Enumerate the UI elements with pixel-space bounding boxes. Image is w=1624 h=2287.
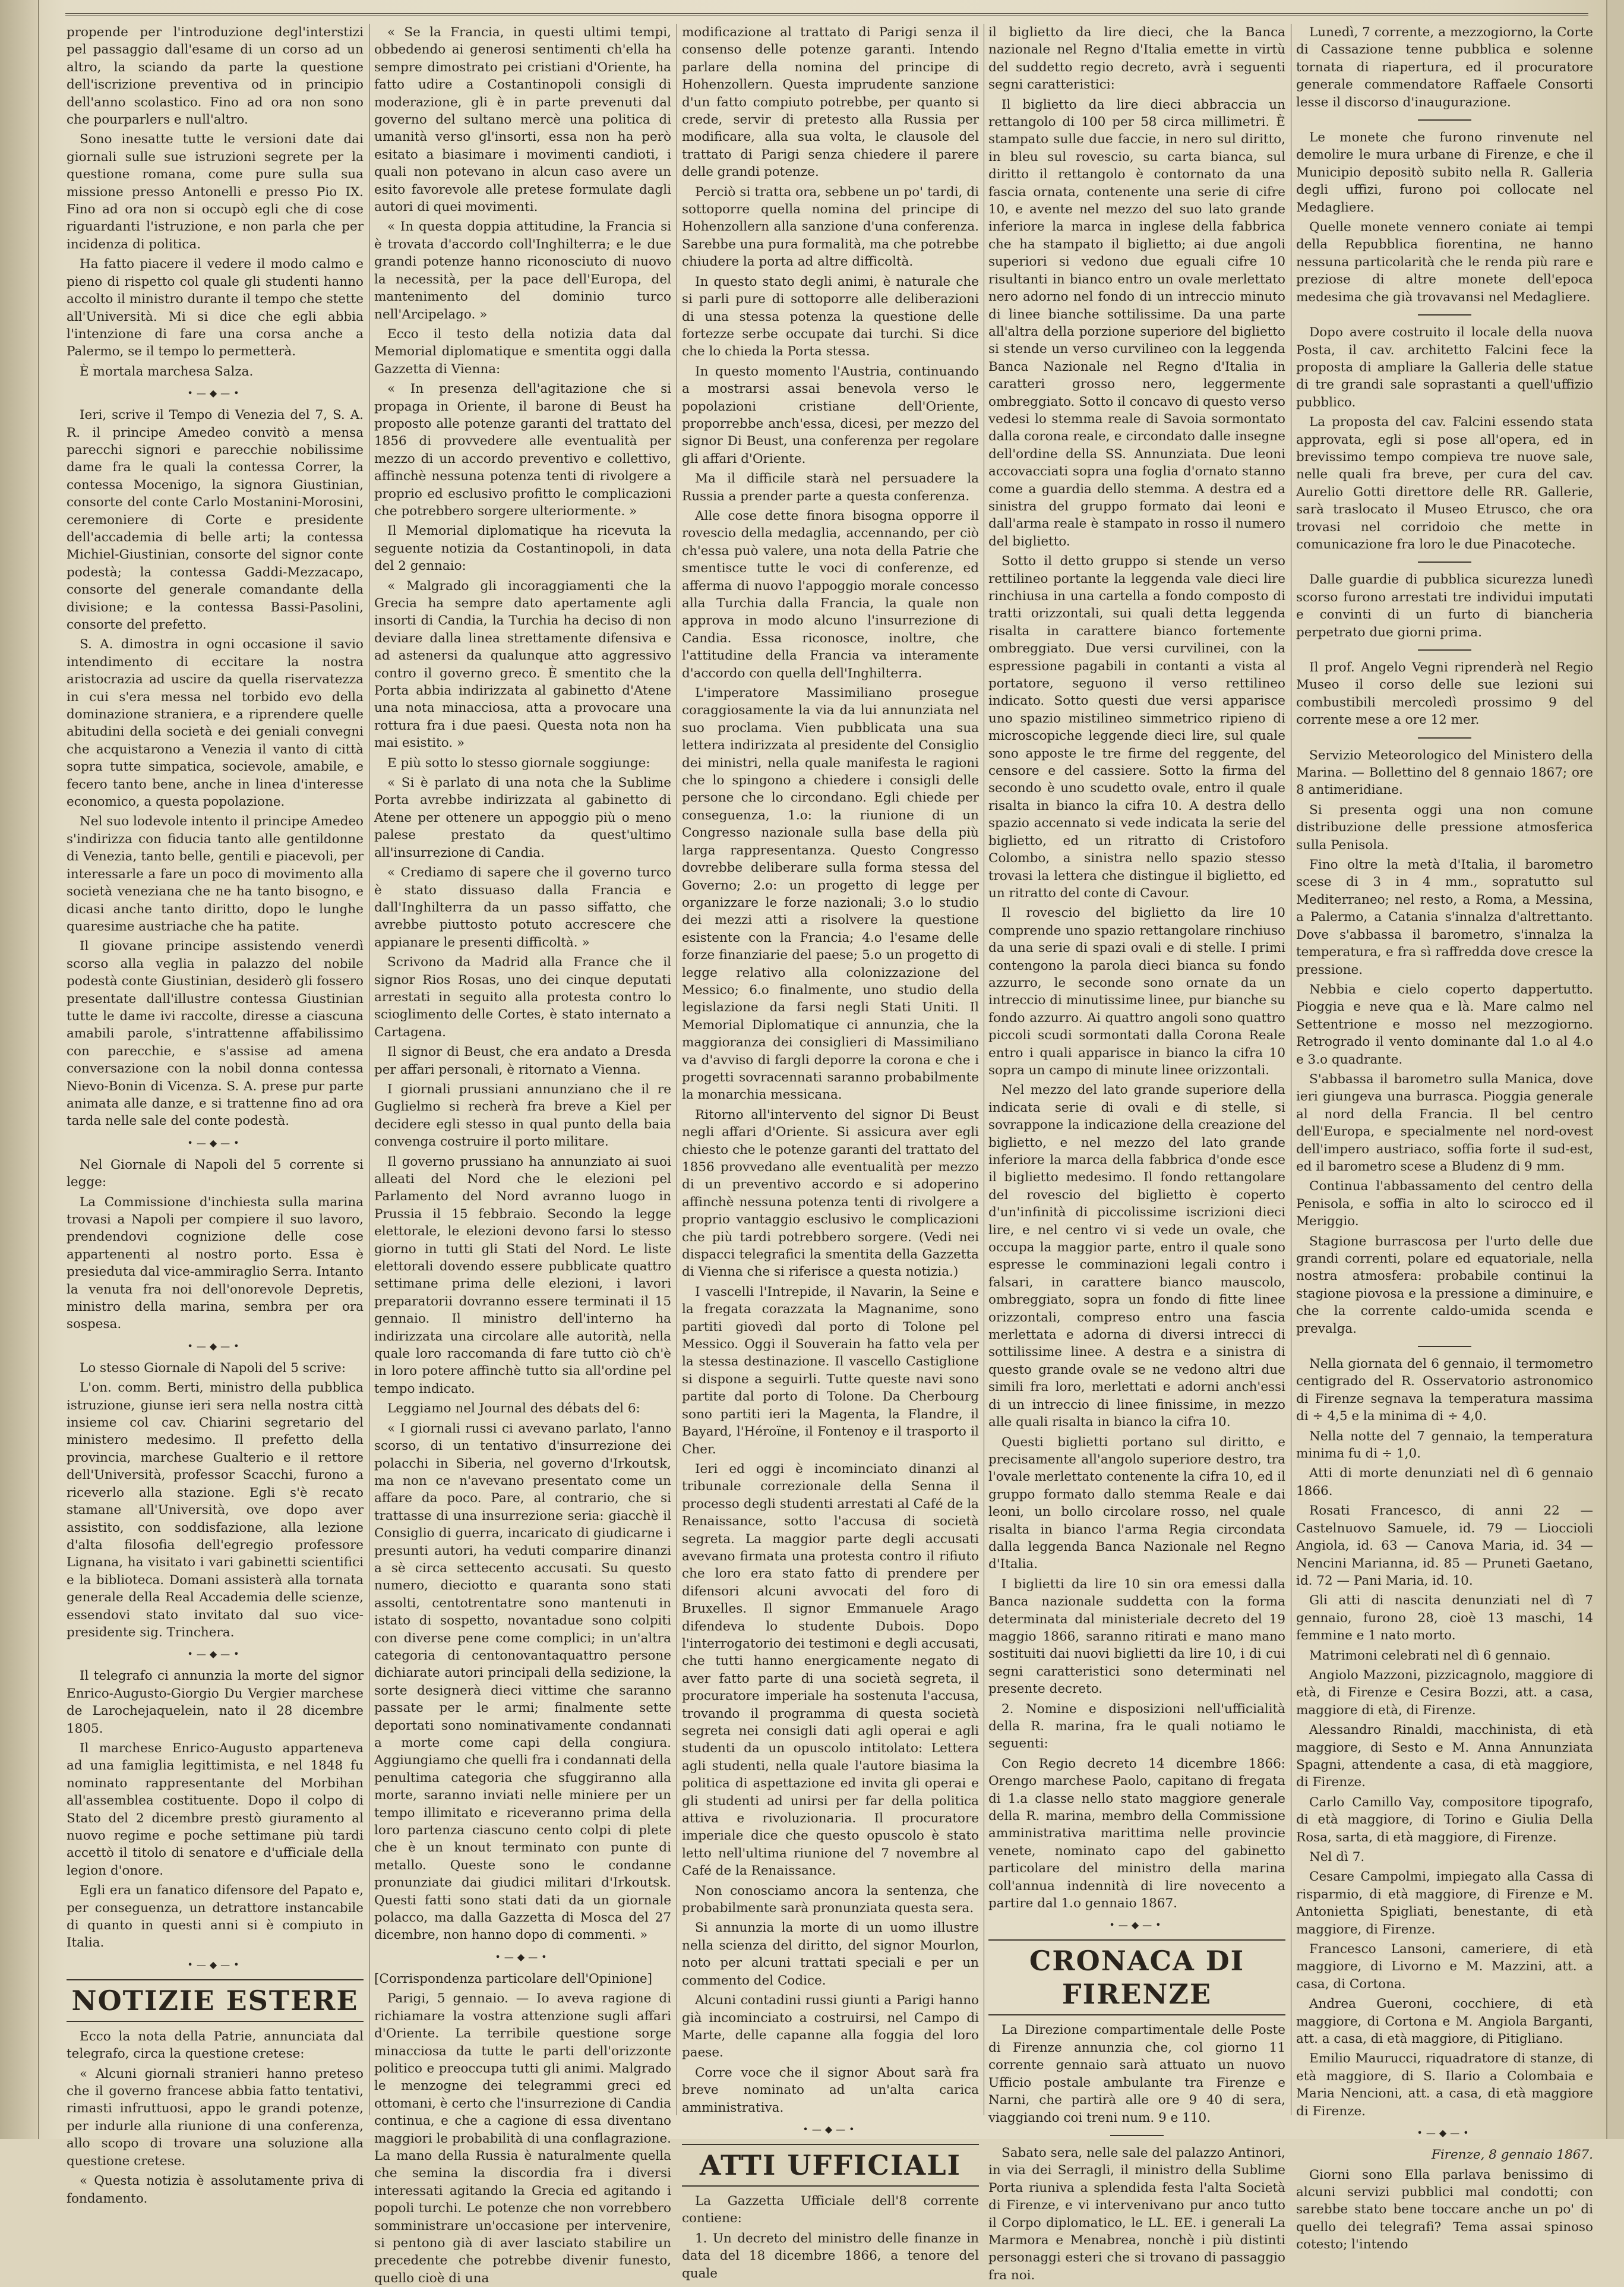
article-paragraph: « Se la Francia, in questi ultimi tempi, obbedendo ai generosi sentimenti ch'ella ha sempre dimostrato pei cristiani d'Oriente, ha fatto udire a Costantinopoli consigli di moderazione, gli è in parte prevenuti dal governo del sultano mercè una politica di umanità verso gl'insorti, essa non ha però esitato a biasimare i movimenti candioti, i quali non potevano in alcun caso avere un esito favorevole alle pretese formulate dagli autori di quei movimenti. xyxy=(374,25,671,215)
article-paragraph: Non conosciamo ancora la sentenza, che probabilmente sarà pronunziata questa sera. xyxy=(682,1883,979,1916)
article-paragraph: Perciò si tratta ora, sebbene un po' tardi, di sottoporre quella nomina del principe di Hohenzollern alla sanzione d'una conferenza. Sarebbe una pura formalità, ma che potrebbe chiudere la porta ad altre difficoltà. xyxy=(682,184,979,270)
article-paragraph: Gli atti di nascita denunziati nel dì 7 gennaio, furono 28, cioè 13 maschi, 14 femmine e 1 nato morto. xyxy=(1296,1593,1593,1644)
short-rule xyxy=(1418,737,1471,739)
ornamental-separator: •—◆—• xyxy=(187,387,243,399)
article-paragraph: Cesare Campolmi, impiegato alla Cassa di risparmio, di età maggiore, di Firenze e M. Antonietta Spigliati, benestante, di età maggiore, di Firenze. xyxy=(1296,1869,1593,1937)
article-paragraph: « In questa doppia attitudine, la Francia si è trovata d'accordo coll'Inghilterra; e le due grandi potenze hanno riconosciuto di nuovo la necessità, per la pace dell'Europa, del mantenimento del dominio turco nell'Arcipelago. » xyxy=(374,219,671,322)
article-paragraph: Andrea Gueroni, cocchiere, di età maggiore, di Cortona e M. Angiola Barganti, att. a casa, di età maggiore, di Pitigliano. xyxy=(1296,1996,1593,2047)
ornamental-separator: •—◆—• xyxy=(187,1137,243,1149)
article-paragraph: In questo momento l'Austria, continuando a mostrarsi assai benevola verso le popolazioni cristiane dell'Oriente, proporrebbe anch'essa, dicesi, per mezzo del signor Di Beust, una conferenza per regolare gli affari d'Oriente. xyxy=(682,364,979,466)
article-paragraph: « Alcuni giornali stranieri hanno preteso che il governo francese abbia fatto tentativi, rimasti infruttuosi, appo le grandi potenze, per indurle alla riunione di una conferenza, allo scopo di trovare una soluzione alla questione cretese. xyxy=(67,2066,364,2169)
column-1 xyxy=(67,24,364,2206)
article-paragraph: Angiolo Mazzoni, pizzicagnolo, maggiore di età, di Firenze e Cesira Bozzi, att. a casa, maggiore di età, di Firenze. xyxy=(1296,1667,1593,1718)
article-paragraph: I vascelli l'Intrepide, il Navarin, la Seine e la fregata corazzata la Magnanime, sono partiti giovedì dal porto di Tolone pel Messico. Oggi il Souverain ha fatto vela per la stessa destinazione. Il vascello Castiglione si dispone a seguirli. Tutte queste navi sono partite dal porto di Tolone. Da Cherbourg sono partiti ieri la Magenta, la Flandre, il Bayard, l'Héroïne, il Fontenoy e il trasporto il Cher. xyxy=(682,1284,979,1457)
binding-edge xyxy=(0,0,39,2139)
article-paragraph: Le monete che furono rinvenute nel demolire le mura urbane di Firenze, e che il Municipio depositò subito nella R. Galleria degli uffizi, furono poi collocate nel Medagliere. xyxy=(1296,130,1593,215)
article-paragraph: I biglietti da lire 10 sin ora emessi dalla Banca nazionale suddetta con la forma determinata dal ministeriale decreto del 19 maggio 1866, saranno ritirati e mano mano sostituiti dai nuovi biglietti da lire 10, i di cui segni caratteristici sono determinati nel presente decreto. xyxy=(988,1576,1285,1697)
article-paragraph: Ieri ed oggi è incominciato dinanzi al tribunale correzionale della Senna il processo degli studenti arrestati al Café de la Renaissance, sotto l'accusa di società segreta. La maggior parte degli accusati avevano firmata una protesta contro il rifiuto che loro era stato fatto di prendere per difensori alcuni avvocati del foro di Bruxelles. Il signor Emmanuele Arago difendeva lo studente Dubois. Dopo l'interrogatorio dei testimoni e degli accusati, che tutti hanno energicamente negato di aver fatto parte di una società segreta, il procuratore imperiale ha sostenuta l'accusa, trovando il programma di questa società segreta nei consigli dati agli operai e agli studenti da un opuscolo intitolato: Lettera agli studenti, nella quale l'autore biasima la politica di aspettazione ed invita gli operai e gli studenti ad unirsi per far della politica attiva e rivoluzionaria. Il procuratore imperiale dice che questo opuscolo è stato letto nell'ultima riunione del 7 novembre al Café de la Renaissance. xyxy=(682,1461,979,1879)
article-paragraph: Ma il difficile starà nel persuadere la Russia a prender parte a questa conferenza. xyxy=(682,471,979,504)
article-paragraph: Fino oltre la metà d'Italia, il barometro scese di 3 in 4 mm., sopratutto sul Mediterraneo; nel resto, a Roma, a Messina, a Palermo, a Catania s'innalza d'altrettanto. Dove s'abbassa il barometro, s'innalza la temperatura, e fra sì raffredda dove cresce la pressione. xyxy=(1296,857,1593,977)
dateline: Firenze, 8 gennaio 1867. xyxy=(1431,2147,1593,2163)
article-paragraph: La Commissione d'inchiesta sulla marina trovasi a Napoli per compiere il suo lavoro, prendendovi cognizione delle cose appartenenti al nostro porto. Essa è presieduta dal vice-ammiraglio Serra. Intanto la venuta fra noi dell'onorevole Depretis, ministro della marina, sembra per ora sospesa. xyxy=(67,1194,364,1332)
article-paragraph: Questi biglietti portano sul diritto, e precisamente all'angolo superiore destro, tra l'ovale merlettato contenente la cifra 10, ed il gruppo formato dallo stemma Reale e dai leoni, un bollo circolare rosso, nel quale risalta in bianco l'arma Regia circondata dalla leggenda Banca Nazionale nel Regno d'Italia. xyxy=(988,1434,1285,1572)
article-paragraph: Il marchese Enrico-Augusto apparteneva ad una famiglia legittimista, e nel 1848 fu nominato rappresentante del Morbihan all'assemblea costituente. Dopo il colpo di Stato del 2 dicembre prestò giuramento al nuovo regime e poche settimane più tardi accettò il titolo di senatore e d'ufficiale della legion d'onore. xyxy=(67,1740,364,1878)
article-paragraph: Quelle monete vennero coniate ai tempi della Repubblica fiorentina, ne hanno nessuna particolarità che le renda più rare e preziose di altre monete dell'epoca medesima che già trovavansi nel Medagliere. xyxy=(1296,220,1593,305)
article-paragraph: Alcuni contadini russi giunti a Parigi hanno già incominciato a costruirsi, nel Campo di Marte, delle capanne alla foggia del loro paese. xyxy=(682,1993,979,2061)
article-paragraph: Ecco la nota della Patrie, annunciata dal telegrafo, circa la questione cretese: xyxy=(67,2029,364,2062)
article-paragraph: Atti di morte denunziati nel dì 6 gennaio 1866. xyxy=(1296,1466,1593,1499)
section-heading: ATTI UFFICIALI xyxy=(682,2144,979,2187)
article-paragraph: E più sotto lo stesso giornale soggiunge: xyxy=(387,755,650,771)
column-4 xyxy=(988,24,1285,2283)
top-rule xyxy=(65,13,1588,15)
article-paragraph: Giorni sono Ella parlava benissimo di alcuni servizi pubblici mal condotti; con sarebbe stato bene toccare anche un po' di quello dei telegrafi? Tema assai spinoso cotesto; l'intendo xyxy=(1296,2167,1593,2253)
article-paragraph: La Direzione compartimentale delle Poste di Firenze annunzia che, col giorno 11 corrente gennaio sarà attuato un nuovo Ufficio postale ambulante tra Firenze e Narni, che partirà alle ore 9 40 di sera, viaggiando coi treni num. 9 e 110. xyxy=(988,2023,1285,2125)
ornamental-separator: •—◆—• xyxy=(495,1951,551,1963)
article-paragraph: Leggiamo nel Journal des débats del 6: xyxy=(387,1401,640,1417)
short-rule xyxy=(1418,314,1471,316)
article-paragraph: Matrimoni celebrati nel dì 6 gennaio. xyxy=(1309,1648,1551,1663)
article-paragraph: propende per l'introduzione degl'interstizi pel passaggio dall'esame di un corso ad un altro, la sciando da parte la questione dell'iscrizione preventiva od in principio dell'anno scolastico. Fino ad ora non sono che pourparlers e null'altro. xyxy=(67,25,364,128)
article-paragraph: Il governo prussiano ha annunziato ai suoi alleati del Nord che le elezioni pel Parlamento del Nord avranno luogo in Prussia il 15 febbraio. Secondo la legge elettorale, le elezioni devono farsi lo stesso giorno in tutti gli Stati del Nord. Le liste elettorali dovendo essere pubblicate quattro settimane prima delle elezioni, i lavori preparatorii dovranno essere terminati il 15 gennaio. Il ministro dell'interno ha indirizzata una circolare alle autorità, nella quale loro raccomanda di fare tutto ciò ch'è in loro potere affinchè tutto sia all'ordine pel tempo indicato. xyxy=(374,1154,671,1396)
column-2 xyxy=(374,24,671,2286)
article-paragraph: Sono inesatte tutte le versioni date dai giornali sulle sue istruzioni segrete per la questione romana, come pure sulla sua missione presso Antonelli e presso Pio IX. Fino ad ora non si occupò egli che di cose riguardanti l'istruzione, e non parla che per incidenza di politica. xyxy=(67,132,364,252)
ornamental-separator: •—◆—• xyxy=(187,1958,243,1970)
article-paragraph: Ha fatto piacere il vedere il modo calmo e pieno di rispetto col quale gli studenti hanno accolto il ministro durante il tempo che stette all'Università. Mi si dice che egli abbia l'intenzione di fare una corsa anche a Palermo, se il tempo lo permetterà. xyxy=(67,257,364,359)
article-paragraph: Il Memorial diplomatique ha ricevuta la seguente notizia da Costantinopoli, in data del 2 gennaio: xyxy=(374,523,671,574)
article-paragraph: S. A. dimostra in ogni occasione il savio intendimento di eccitare la nostra aristocrazia ad uscire da quella riservatezza in cui s'era messa nel torbido evo della dominazione straniera, e a riprendere quelle abitudini della società e dei geniali convegni che acquistarono a Venezia il vanto di città sopra tutte simpatica, socievole, amabile, e fecero tanto bene, anche in linea d'interesse economico, a questa popolazione. xyxy=(67,637,364,810)
article-paragraph: Sotto il detto gruppo si stende un verso rettilineo portante la leggenda vale dieci lire rinchiusa in una cartella a fondo composto di tratti orizzontali, sui quali detta leggenda risalta in carattere bianco fortemente ombreggiato. Due versi curvilinei, con la espressione pagabili in contanti a vista al portatore, seguono il verso rettilineo indicato. Sotto questi due versi apparisce uno spazio mistilineo simmetrico ripieno di microscopiche leggende dieci lire, sul quale sono apposte le tre firme del reggente, del censore e del cassiere. Sotto la firma del secondo è uno scudetto ovale, entro il quale risalta in bianco la cifra 10. A destra dello spazio accennato si vede indicata la serie del biglietto, ed un ritratto di Cristoforo Colombo, a sinistra nello spazio stesso trovasi la lettera che distingue il biglietto, ed un ritratto del conte di Cavour. xyxy=(988,554,1285,901)
article-paragraph: Lunedì, 7 corrente, a mezzogiorno, la Corte di Cassazione tenne pubblica e solenne tornata di riapertura, ed il procuratore generale commendatore Raffaele Consorti lesse il discorso d'inaugurazione. xyxy=(1296,25,1593,110)
article-paragraph: Nebbia e cielo coperto dappertutto. Pioggia e neve qua e là. Mare calmo nel Settentrione e mosso nel mezzogiorno. Retrogrado il vento dominante dal 1.o al 4.o e 3.o quadrante. xyxy=(1296,982,1593,1067)
article-paragraph: Corre voce che il signor About sarà fra breve nominato ad un'alta carica amministrativa. xyxy=(682,2065,979,2115)
ornamental-separator: •—◆—• xyxy=(187,1648,243,1660)
article-paragraph: « I giornali russi ci avevano parlato, l'anno scorso, di un tentativo d'insurrezione dei polacchi in Siberia, nel governo d'Irkoutsk, ma non ce n'avevano presentato come un affare da poco. Pare, al contrario, che si trattasse di una insurrezione seria: giacchè il Consiglio di guerra, incaricato di giudicarne i presunti autori, ha veduti comparire dinanzi a sè circa settecento accusati. Su questo numero, dieciotto e quaranta sono stati assolti, centotrentatre sono mantenuti in istato di sospetto, novantadue sono colpiti con diverse pene come complici; in un'altra categoria di centonovantaquattro persone dichiarate autori principali della sedizione, la sorte designerà dieci vittime che saranno passate per le armi; finalmente sette deportati sono nominativamente condannati a morte come capi della congiura. Aggiungiamo che quelli fra i condannati della penultima categoria che sfuggiranno alla morte, saranno inviati nelle miniere per un tempo illimitato e riceveranno prima della loro partenza ciascuno cento colpi di plete che è un knout terminato con punte di metallo. Queste sono le condanne pronunziate dai giudici militari d'Irkoutsk. Questi fatti sono stati dati da un giornale polacco, ma dalla Gazzetta di Mosca del 27 dicembre, non hanno dopo di commenti. » xyxy=(374,1421,671,1943)
article-paragraph: Alessandro Rinaldi, macchinista, di età maggiore, di Sesto e M. Anna Annunziata Spagni, attendente a casa, di età maggiore, di Firenze. xyxy=(1296,1723,1593,1790)
ornamental-separator: •—◆—• xyxy=(1109,1919,1165,1931)
article-paragraph: 1. Un decreto del ministro delle finanze in data del 18 dicembre 1866, a tenore del quale xyxy=(682,2231,979,2281)
short-rule xyxy=(1110,2135,1164,2136)
article-paragraph: In questo stato degli animi, è naturale che si parli pure di sottoporre alle deliberazioni di una stessa potenza la questione delle fortezze serbe occupate dai turchi. Si dice che lo chieda la Porta stessa. xyxy=(682,274,979,359)
column-5 xyxy=(1296,24,1593,2253)
article-paragraph: Egli era un fanatico difensore del Papato e, per conseguenza, un detrattore instancabile di quanto in questi anni si è compiuto in Italia. xyxy=(67,1883,364,1951)
article-paragraph: 2. Nomine e disposizioni nell'ufficialità della R. marina, fra le quali notiamo le seguenti: xyxy=(988,1701,1285,1752)
article-paragraph: Sabato sera, nelle sale del palazzo Antinori, in via dei Serragli, il ministro della Sublime Porta riuniva a splendida festa l'alta Società di Firenze, e vi intervenivano pur anco tutto il Corpo diplomatico, le LL. EE. i generali La Marmora e Menabrea, nonchè i più distinti personaggi esteri che si trovano di passaggio fra noi. xyxy=(988,2145,1285,2283)
article-paragraph: Stagione burrascosa per l'urto delle due grandi correnti, polare ed equatoriale, nella nostra atmosfera: probabile continui la stagione piovosa e la pressione a diminuire, e che la corrente caldo-umida scenda e prevalga. xyxy=(1296,1234,1593,1336)
article-paragraph: L'imperatore Massimiliano prosegue coraggiosamente la via da lui annunziata nel suo proclama. Vien pubblicata una sua lettera indirizzata al presidente del Consiglio dei ministri, nella quale manifesta le ragioni che lo spingono a chiedere i consigli delle persone che lo circondano. Egli chiede per conseguenza, 1.o: la riunione di un Congresso nazionale sulla base della più larga rappresentanza. Questo Congresso dovrebbe deliberare sulla forma stessa del Governo; 2.o: un progetto di legge per organizzare le forze nazionali; 3.o lo studio dei mezzi atti a risolvere la questione esistente con la Francia; 4.o l'esame delle forze finanziarie del paese; 5.o un progetto di legge relativo alla colonizzazione del Messico; 6.o finalmente, uno studio della legislazione da farsi negli Stati Uniti. Il Memorial Diplomatique ci annunzia, che la maggioranza dei consiglieri di Massimiliano va d'avviso di fargli deporre la corona e che i progetti sovracennati saranno probabilmente la monarchia messicana. xyxy=(682,686,979,1103)
article-paragraph: Rosati Francesco, di anni 22 — Castelnuovo Samuele, id. 79 — Lioccioli Angiola, id. 63 — Canova Maria, id. 34 — Nencini Marianna, id. 85 — Pruneti Gaetano, id. 72 — Pani Maria, id. 10. xyxy=(1296,1503,1593,1588)
article-paragraph: Si annunzia la morte di un uomo illustre nella scienza del diritto, del signor Mourlon, noto per alcuni trattati speciali e per un commento del Codice. xyxy=(682,1920,979,1988)
adjacent-page-edge xyxy=(1606,0,1624,2139)
article-paragraph: Il prof. Angelo Vegni riprenderà nel Regio Museo il corso delle sue lezioni sui combustibili mercoledì prossimo 9 del corrente mese a ore 12 mer. xyxy=(1296,660,1593,728)
short-rule xyxy=(1418,1346,1471,1347)
article-paragraph: Scrivono da Madrid alla France che il signor Rios Rosas, uno dei cinque deputati arrestati in seguito alla protesta contro lo scioglimento delle Cortes, è stato internato a Cartagena. xyxy=(374,955,671,1040)
article-paragraph: il biglietto da lire dieci, che la Banca nazionale nel Regno d'Italia emette in virtù del suddetto regio decreto, avrà i seguenti segni caratteristici: xyxy=(988,25,1285,93)
column-3 xyxy=(682,24,979,2281)
article-paragraph: Il biglietto da lire dieci abbraccia un rettangolo di 100 per 58 circa millimetri. È stampato sulle due faccie, in nero sul diritto, in bleu sul rovescio, su carta bianca, sul diritto il rettangolo è contornato da una fascia ornata, contenente una serie di cifre 10, e avente nel mezzo del suo lato grande inferiore la marca in inglese della fabbrica che ha stampato il biglietto; ai due angoli superiori si vedono due eguali cifre 10 risultanti in bianco entro un ovale merlettato nero adorno nel fondo di un intreccio minuto di linee bianche sottilissime. Da una parte all'altra della porzione superiore del biglietto si stende un verso curvilineo con la leggenda Banca Nazionale nel Regno d'Italia in caratteri grosso nero, leggermente ombreggiato. Sotto il concavo di questo verso vedesi lo stemma reale di Savoia sormontato dalla corona reale, e circondato dalle insegne dell'ordine della SS. Annunziata. Due leoni accovacciati sopra una foglia d'ornato stanno come a guardia dello stemma. A destra ed a sinistra del gruppo formato dai leoni e dall'arma reale è stampato in rosso il numero del biglietto. xyxy=(988,97,1285,549)
article-paragraph: Dalle guardie di pubblica sicurezza lunedì scorso furono arrestati tre individui imputati e convinti di un furto di biancheria perpetrato due giorni prima. xyxy=(1296,572,1593,640)
article-paragraph: Carlo Camillo Vay, compositore tipografo, di età maggiore, di Torino e Giulia Della Rosa, sarta, di età maggiore, di Firenze. xyxy=(1296,1794,1593,1845)
article-paragraph: Francesco Lansoni, cameriere, di età maggiore, di Livorno e M. Mazzini, att. a casa, di Cortona. xyxy=(1296,1942,1593,1992)
article-paragraph: Alle cose dette finora bisogna opporre il rovescio della medaglia, accennando, per ciò ch'essa può valere, una nota della Patrie che smentisce tutte le voci di conferenze, ed afferma di nuovo l'appoggio morale concesso alla Turchia dalla Francia, la quale non approva in modo alcuno l'insurrezione di Candia. Essa riconosce, inoltre, che l'attitudine della Francia va interamente d'accordo con quella dell'Inghilterra. xyxy=(682,508,979,681)
article-paragraph: Nella notte del 7 gennaio, la temperatura minima fu di ÷ 1,0. xyxy=(1296,1428,1593,1462)
article-paragraph: « Questa notizia è assolutamente priva di fondamento. xyxy=(67,2174,364,2206)
article-paragraph: Nella giornata del 6 gennaio, il termometro centigrado del R. Osservatorio astronomico di Firenze segnava la temperatura massima di ÷ 4,5 e la minima di ÷ 4,0. xyxy=(1296,1357,1593,1424)
article-paragraph: « In presenza dell'agitazione che si propaga in Oriente, il barone di Beust ha proposto alle potenze garanti del trattato del 1856 di provvedere alle eventualità per mezzo di un accordo preventivo e collettivo, affinchè nessuna potenza tenti di rivolgere a proprio ed esclusivo profitto le complicazioni che potrebbero sorgere ulteriormente. » xyxy=(374,381,671,519)
article-paragraph: Nel Giornale di Napoli del 5 corrente si legge: xyxy=(67,1157,364,1190)
article-paragraph: Ecco il testo della notizia data dal Memorial diplomatique e smentita oggi dalla Gazzetta di Vienna: xyxy=(374,326,671,377)
ornamental-separator: •—◆—• xyxy=(187,1340,243,1352)
article-paragraph: Nel dì 7. xyxy=(1309,1850,1365,1865)
article-paragraph: Parigi, 5 gennaio. — Io aveva ragione di richiamare la vostra attenzione sugli affari d'Oriente. La terribile questione sorge minacciosa da tutte le parti dell'orizzonte politico e preoccupa tutti gli animi. Malgrado le menzogne dei telegrammi greci ed ottomani, è certo che l'insurrezione di Candia continua, e che a cagione di essa diventano maggiori le probabilità di una conflagrazione. La mano della Russia è naturalmente quella che semina la discordia fra i diversi interessati agitando la Grecia ed agitando i popoli turchi. Le potenze che non vorrebbero somministrare un'occasione per intervenire, si pentono già di aver lasciato stabilire un precedente che potrebbe divenir funesto, quello cioè di una xyxy=(374,1991,671,2286)
article-paragraph: I giornali prussiani annunziano che il re Guglielmo si recherà fra breve a Kiel per decidere egli stesso in qual punto della baia convenga costruire il porto militare. xyxy=(374,1081,671,1150)
article-paragraph: Il rovescio del biglietto da lire 10 comprende uno spazio rettangolare rinchiuso da una serie di spazi ovali e di stelle. I primi contengono la parola dieci bianca su fondo azzurro, le seconde sono ornate da un intreccio di minutissime linee, pur bianche su fondo azzurro. Ai quattro angoli sono quattro piccoli scudi sormontati dalla Corona Reale entro i quali apparisce in bianco la cifra 10 sopra un campo di minute linee orizzontali. xyxy=(988,906,1285,1078)
ornamental-separator: •—◆—• xyxy=(1417,2127,1473,2139)
short-rule xyxy=(1418,562,1471,563)
article-paragraph: Con Regio decreto 14 dicembre 1866: Orengo marchese Paolo, capitano di fregata di 1.a classe nello stato maggiore generale della R. marina, membro della Commissione amministrativa marittima nelle provincie venete, nominato capo del gabinetto particolare del ministro della marina coll'annua indennità di lire novecento a partire dal 1.o gennaio 1867. xyxy=(988,1756,1285,1911)
article-paragraph: La Gazzetta Ufficiale dell'8 corrente contiene: xyxy=(682,2193,979,2226)
article-paragraph: Emilio Maurucci, riquadratore di stanze, di età maggiore, di S. Ilario a Colombaia e Maria Nencioni, att. a casa, di età maggiore di Firenze. xyxy=(1296,2051,1593,2119)
section-heading: NOTIZIE ESTERE xyxy=(67,1979,364,2022)
article-paragraph: « Malgrado gli incoraggiamenti che la Grecia ha sempre dato apertamente agli insorti di Candia, la Turchia ha deciso di non deviare dalla linea strettamente difensiva e ad astenersi da qualunque atto aggressivo contro il governo greco. È smentito che la Porta abbia indirizzata al gabinetto d'Atene una nota minacciosa, atta a provocare una rottura fra i due paesi. Questa nota non ha mai esistito. » xyxy=(374,578,671,751)
section-heading: CRONACA DI FIRENZE xyxy=(988,1939,1285,2015)
article-paragraph: Ritorno all'intervento del signor Di Beust negli affari d'Oriente. Si assicura aver egli chiesto che le potenze garanti del trattato del 1856 provvedano alle eventualità per mezzo di un preventivo accordo e si adoperino affinchè nessuna potenza tenti di rivolgere a proprio vantaggio esclusivo le complicazioni che più tardi potrebbero sorgere. (Vedi nei dispacci telegrafici la smentita della Gazzetta di Vienna che si riferisce a questa notizia.) xyxy=(682,1107,979,1280)
article-paragraph: Nel suo lodevole intento il principe Amedeo s'indirizza con fiducia tanto alle gentildonne di Venezia, tanto belle, gentili e piacevoli, per interessarle a fare un poco di movimento alla società veneziana che ne ha tanto bisogno, e dicasi anche tanto diritto, dopo le lunghe quaresime austriache che ha patite. xyxy=(67,814,364,934)
ornamental-separator: •—◆—• xyxy=(802,2123,858,2135)
article-paragraph: Lo stesso Giornale di Napoli del 5 scrive: xyxy=(80,1360,346,1376)
article-paragraph: modificazione al trattato di Parigi senza il consenso delle potenze garanti. Intendo parlare della nomina del principe di Hohenzollern. Questa imprudente sanzione d'un fatto compiuto potrebbe, per quanto si crede, servir di pretesto alla Russia per modificare, alla sua volta, le clausole del trattato di Parigi senza chiedere il parere delle grandi potenze. xyxy=(682,25,979,180)
article-paragraph: Ieri, scrive il Tempo di Venezia del 7, S. A. R. il principe Amedeo convitò a mensa parecchi signori e parecchie nobilissime dame fra le quali la contessa Correr, la contessa Mocenigo, la signora Giustinian, consorte del conte Carlo Mostanini-Morosini, ceremoniere di Corte e presidente dell'accademia di belle arti; la contessa Michiel-Giustinian, consorte del signor conte podestà; la contessa Gaddi-Mezzacapo, consorte del generale comandante della divisione; e la contessa Bassi-Pasolini, consorte del prefetto. xyxy=(67,408,364,632)
article-paragraph: La proposta del cav. Falcini essendo stata approvata, egli si pose all'opera, ed in brevissimo tempo compieva tre nuove sale, nelle quali fra breve, per cura del cav. Aurelio Gotti direttore delle RR. Gallerie, sarà traslocato il Museo Etrusco, che ora trovasi nel corridoio che mette in comunicazione fra loro le due Pinacoteche. xyxy=(1296,415,1593,552)
article-paragraph: Dopo avere costruito il locale della nuova Posta, il cav. architetto Falcini fece la proposta di ampliare la Galleria delle statue di tre grandi sale soprastanti a quell'uffizio pubblico. xyxy=(1296,325,1593,410)
article-paragraph: « Crediamo di sapere che il governo turco è stato dissuaso dalla Francia e dall'Inghilterra da un passo siffatto, che avrebbe piuttosto potuto accrescere che appianare le presenti difficoltà. » xyxy=(374,865,671,950)
article-paragraph: Il signor di Beust, che era andato a Dresda per affari personali, è ritornato a Vienna. xyxy=(374,1045,671,1077)
article-paragraph: L'on. comm. Berti, ministro della pubblica istruzione, giunse ieri sera nella nostra città insieme col cav. Chiarini segretario del ministero medesimo. Il prefetto della provincia, marchese Gualterio e il rettore dell'Università, professor Scacchi, furono a riceverlo alla stazione. Egli s'è recato stamane all'Università, ove dopo aver assistito, con soddisfazione, alla lezione d'alta filosofia dell'egregio professore Lignana, ha visitato i vari gabinetti scientifici e la biblioteca. Domani assisterà alla tornata generale della Real Accademia delle scienze, essendovi stato invitato dal suo vice-presidente sig. Trinchera. xyxy=(67,1380,364,1640)
article-paragraph: [Corrispondenza particolare dell'Opinione] xyxy=(374,1971,653,1986)
article-paragraph: Il telegrafo ci annunzia la morte del signor Enrico-Augusto-Giorgio Du Vergier marchese de Larochejaquelein, nato il 28 dicembre 1805. xyxy=(67,1668,364,1736)
article-paragraph: Si presenta oggi una non comune distribuzione delle pressione atmosferica sulla Penisola. xyxy=(1296,802,1593,853)
article-paragraph: Continua l'abbassamento del centro della Penisola, e soffia in alto lo scirocco ed il Meriggio. xyxy=(1296,1179,1593,1229)
article-paragraph: S'abbassa il barometro sulla Manica, dove ieri giungeva una burrasca. Pioggia generale al nord della Francia. Il bel centro dell'Europa, e specialmente nel nord-ovest dell'impero austriaco, soffia forte il sud-est, ed il barometro scese a Bludenz di 9 mm. xyxy=(1296,1071,1593,1174)
short-rule xyxy=(1418,119,1471,121)
short-rule xyxy=(1418,649,1471,651)
article-paragraph: Il giovane principe assistendo venerdì scorso alla veglia in palazzo del nobile podestà conte Giustinian, desiderò gli fossero presentate dall'illustre contessa Giustinian tutte le dame ivi raccolte, diresse a ciascuna amabili parole, s'intrattenne affabilissimo con parecchie, e s'assise ad amena conversazione con la nobil donna contessa Nievo-Bonin di Vicenza. S. A. prese pur parte animata alle danze, e si trattenne fino ad ora tarda nelle sale del conte podestà. xyxy=(67,939,364,1129)
article-paragraph: Servizio Meteorologico del Ministero della Marina. — Bollettino del 8 gennaio 1867; ore 8 antimeridiane. xyxy=(1296,747,1593,798)
article-paragraph: Nel mezzo del lato grande superiore della indicata serie di ovali e di stelle, si sovrappone la indicazione della creazione del biglietto, e nel mezzo del lato grande inferiore la marca della fabbrica d'onde esce il biglietto medesimo. Il fondo rettangolare del rovescio del biglietto è coperto d'un'infinità di piccolissime iscrizioni dieci lire, e nel centro vi si vede un ovale, che occupa la maggior parte, entro il quale sono espresse le comminazioni legali contro i falsari, in carattere bianco mauscolo, ombreggiato, sopra un fondo di fitte linee orizzontali, compreso entro una fascia merlettata e adorna di diversi intrecci di sottilissime linee. A destra e a sinistra di questo grande ovale se ne vedono altri due simili fra loro, merlettati e adorni anch'essi di un intreccio di linee finissime, in mezzo alle quali risalta in bianco la cifra 10. xyxy=(988,1083,1285,1430)
article-paragraph: È mortala marchesa Salza. xyxy=(80,364,254,379)
article-paragraph: « Si è parlato di una nota che la Sublime Porta avrebbe indirizzata al gabinetto di Atene per ottenere un appoggio più o meno palese prestato da quest'ultimo all'insurrezione di Candia. xyxy=(374,775,671,860)
